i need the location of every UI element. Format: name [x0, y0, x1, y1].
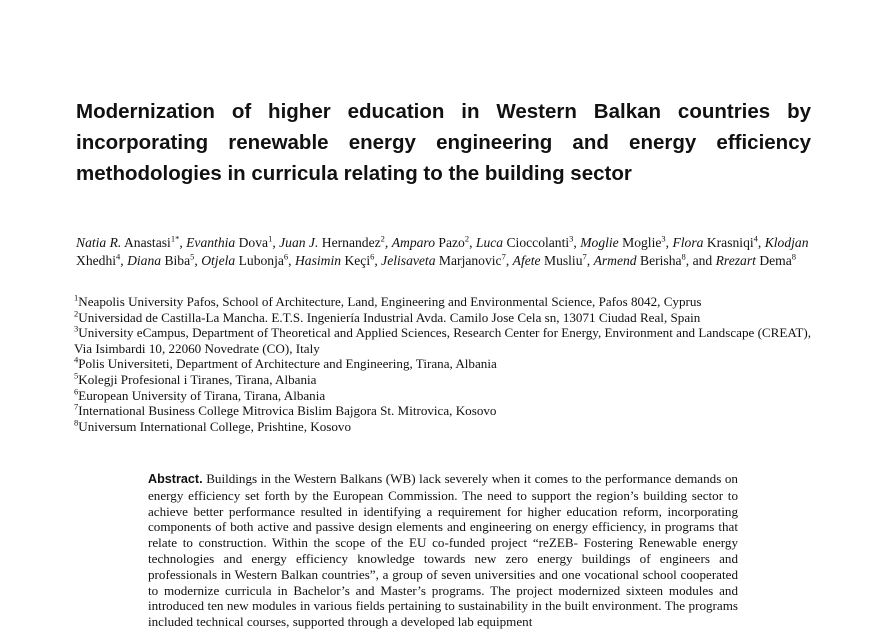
- author-family-name: Lubonja: [238, 253, 284, 268]
- author-separator: ,: [288, 253, 295, 268]
- affiliation-number: 4: [74, 355, 79, 366]
- author-given-name: Juan J.: [279, 235, 319, 250]
- author-given-name: Luca: [475, 235, 504, 250]
- author-family-name: Biba: [164, 253, 191, 268]
- affiliation-text: University eCampus, Department of Theoretical and Applied Sciences, Research Center for Energy, Environment and Landscape (CREAT), Via Isimbardi 10, 22060 Novedrate (CO), Italy: [74, 325, 812, 356]
- affiliation-number: 3: [74, 323, 79, 334]
- author-given-name: Diana: [127, 253, 162, 268]
- author: [392, 235, 469, 250]
- author-affiliation-mark: 6: [370, 251, 375, 262]
- affiliation: [74, 419, 814, 435]
- author-given-name: Evanthia: [186, 235, 236, 250]
- affiliation-number: 8: [74, 417, 79, 428]
- author-separator: ,: [505, 253, 513, 268]
- affiliation-number: 7: [74, 401, 79, 412]
- affiliation-number: 5: [74, 370, 79, 381]
- author-given-name: Moglie: [580, 235, 619, 250]
- abstract: [148, 471, 738, 630]
- author-separator: ,: [469, 235, 476, 250]
- affiliation: [74, 310, 814, 326]
- author-separator: , and: [685, 253, 716, 268]
- author-family-name: Musliu: [543, 253, 583, 268]
- affiliation: [74, 403, 814, 419]
- affiliation: [74, 356, 814, 372]
- author-separator: ,: [374, 253, 382, 268]
- author-affiliation-mark: 7: [501, 251, 506, 262]
- author-family-name: Pazo: [438, 235, 465, 250]
- author: [127, 253, 194, 268]
- author-given-name: Afete: [512, 253, 541, 268]
- author-separator: ,: [586, 253, 594, 268]
- author: [295, 253, 374, 268]
- affiliation-list: [74, 294, 814, 434]
- author-separator: ,: [573, 235, 581, 250]
- author-list: [76, 234, 811, 270]
- author: [594, 253, 686, 268]
- author-given-name: Jelisaveta: [381, 253, 436, 268]
- abstract-text: Buildings in the Western Balkans (WB) lack severely when it comes to the performance demands on energy efficiency set forth by the European Commission. The need to support the region’s building sector to achieve better performance resulted in identifying a requirement for higher education reform, incorporating components of both active and passive design elements and engineering on energy efficiency, in programs that relate to construction. Within the scope of the EU co-funded project “reZEB- Fostering Renewable energy technologies and energy efficiency knowledge towards new zero energy buildings of engineers and professionals in Western Balkan countries”, a group of seven universities and one vocational school cooperated to modernize curricula in Bachelor’s and Master’s programs. The project modernized sixteen modules and introduced ten new modules in various fields pertaining to sustainability in the built environment. The programs included technical courses, supported through a developed lab equipment: [148, 471, 738, 630]
- affiliation-text: Polis Universiteti, Department of Architecture and Engineering, Tirana, Albania: [78, 356, 497, 372]
- author-separator: ,: [120, 253, 128, 268]
- author: [476, 235, 574, 250]
- author: [513, 253, 587, 268]
- author-separator: ,: [757, 235, 765, 250]
- affiliation-text: Universum International College, Prishtine, Kosovo: [78, 418, 351, 434]
- author-given-name: Natia R.: [76, 235, 122, 250]
- author-separator: ,: [665, 235, 673, 250]
- affiliation-text: International Business College Mitrovica Bislim Bajgora St. Mitrovica, Kosovo: [78, 403, 497, 419]
- affiliation-text: Universidad de Castilla-La Mancha. E.T.S. Ingeniería Industrial Avda. Camilo Jose Cela sn, 13071 Ciudad Real, Spain: [78, 309, 701, 325]
- author: [76, 235, 179, 250]
- author-affiliation-mark: 5: [190, 251, 195, 262]
- author-given-name: Hasimin: [294, 253, 342, 268]
- affiliation-text: Neapolis University Pafos, School of Architecture, Land, Engineering and Environmental Science, Pafos 8042, Cyprus: [78, 294, 702, 309]
- author-given-name: Armend: [593, 253, 637, 268]
- author-affiliation-mark: 1*: [170, 233, 180, 244]
- author-separator: ,: [384, 235, 392, 250]
- author-family-name: Hernandez: [321, 235, 381, 250]
- affiliation-text: Kolegji Profesional i Tiranes, Tirana, Albania: [78, 371, 317, 387]
- author-affiliation-mark: 8: [791, 251, 797, 262]
- author: [716, 253, 796, 268]
- author-given-name: Amparo: [391, 235, 435, 250]
- author-affiliation-mark: 2: [380, 233, 385, 244]
- author-affiliation-mark: 6: [283, 251, 289, 262]
- author-family-name: Dema: [759, 253, 792, 268]
- author-separator: ,: [272, 235, 280, 250]
- affiliation-text: European University of Tirana, Tirana, Albania: [78, 387, 326, 403]
- author-affiliation-mark: 1: [268, 233, 273, 244]
- author-given-name: Klodjan: [764, 235, 809, 250]
- author-given-name: Otjela: [201, 253, 236, 268]
- author: [381, 253, 506, 268]
- author-family-name: Dova: [238, 235, 269, 250]
- author-family-name: Berisha: [640, 253, 682, 268]
- author-family-name: Moglie: [622, 235, 662, 250]
- author-family-name: Anastasi: [123, 235, 171, 250]
- author-family-name: Krasniqi: [706, 235, 754, 250]
- author-affiliation-mark: 3: [569, 233, 574, 244]
- affiliation: [74, 325, 814, 356]
- paper-title: Modernization of higher education in Western Balkan countries by incorporating renewable energy engineering and energy efficiency methodologies in curricula relating to the building sector: [76, 100, 811, 185]
- author: [580, 235, 665, 250]
- author-affiliation-mark: 4: [753, 233, 758, 244]
- affiliation-number: 1: [74, 292, 79, 303]
- author-family-name: Cioccolanti: [506, 235, 570, 250]
- author-family-name: Xhedhi: [76, 253, 117, 268]
- abstract-label: Abstract.: [148, 472, 203, 486]
- author-affiliation-mark: 2: [464, 233, 470, 244]
- author: [186, 235, 272, 250]
- author-affiliation-mark: 3: [661, 233, 666, 244]
- author-separator: ,: [194, 253, 202, 268]
- affiliation: [74, 294, 814, 310]
- author-given-name: Flora: [672, 235, 704, 250]
- affiliation: [74, 388, 814, 404]
- author-affiliation-mark: 4: [116, 251, 121, 262]
- author: [279, 235, 385, 250]
- author-family-name: Marjanovic: [438, 253, 502, 268]
- author-family-name: Keçi: [344, 253, 371, 268]
- author-given-name: Rrezart: [715, 253, 756, 268]
- affiliation-number: 2: [74, 308, 79, 319]
- author-affiliation-mark: 7: [582, 251, 587, 262]
- affiliation-number: 6: [74, 386, 79, 397]
- author: [672, 235, 757, 250]
- author: [201, 253, 288, 268]
- author-affiliation-mark: 8: [681, 251, 686, 262]
- affiliation: [74, 372, 814, 388]
- author-separator: ,: [179, 235, 187, 250]
